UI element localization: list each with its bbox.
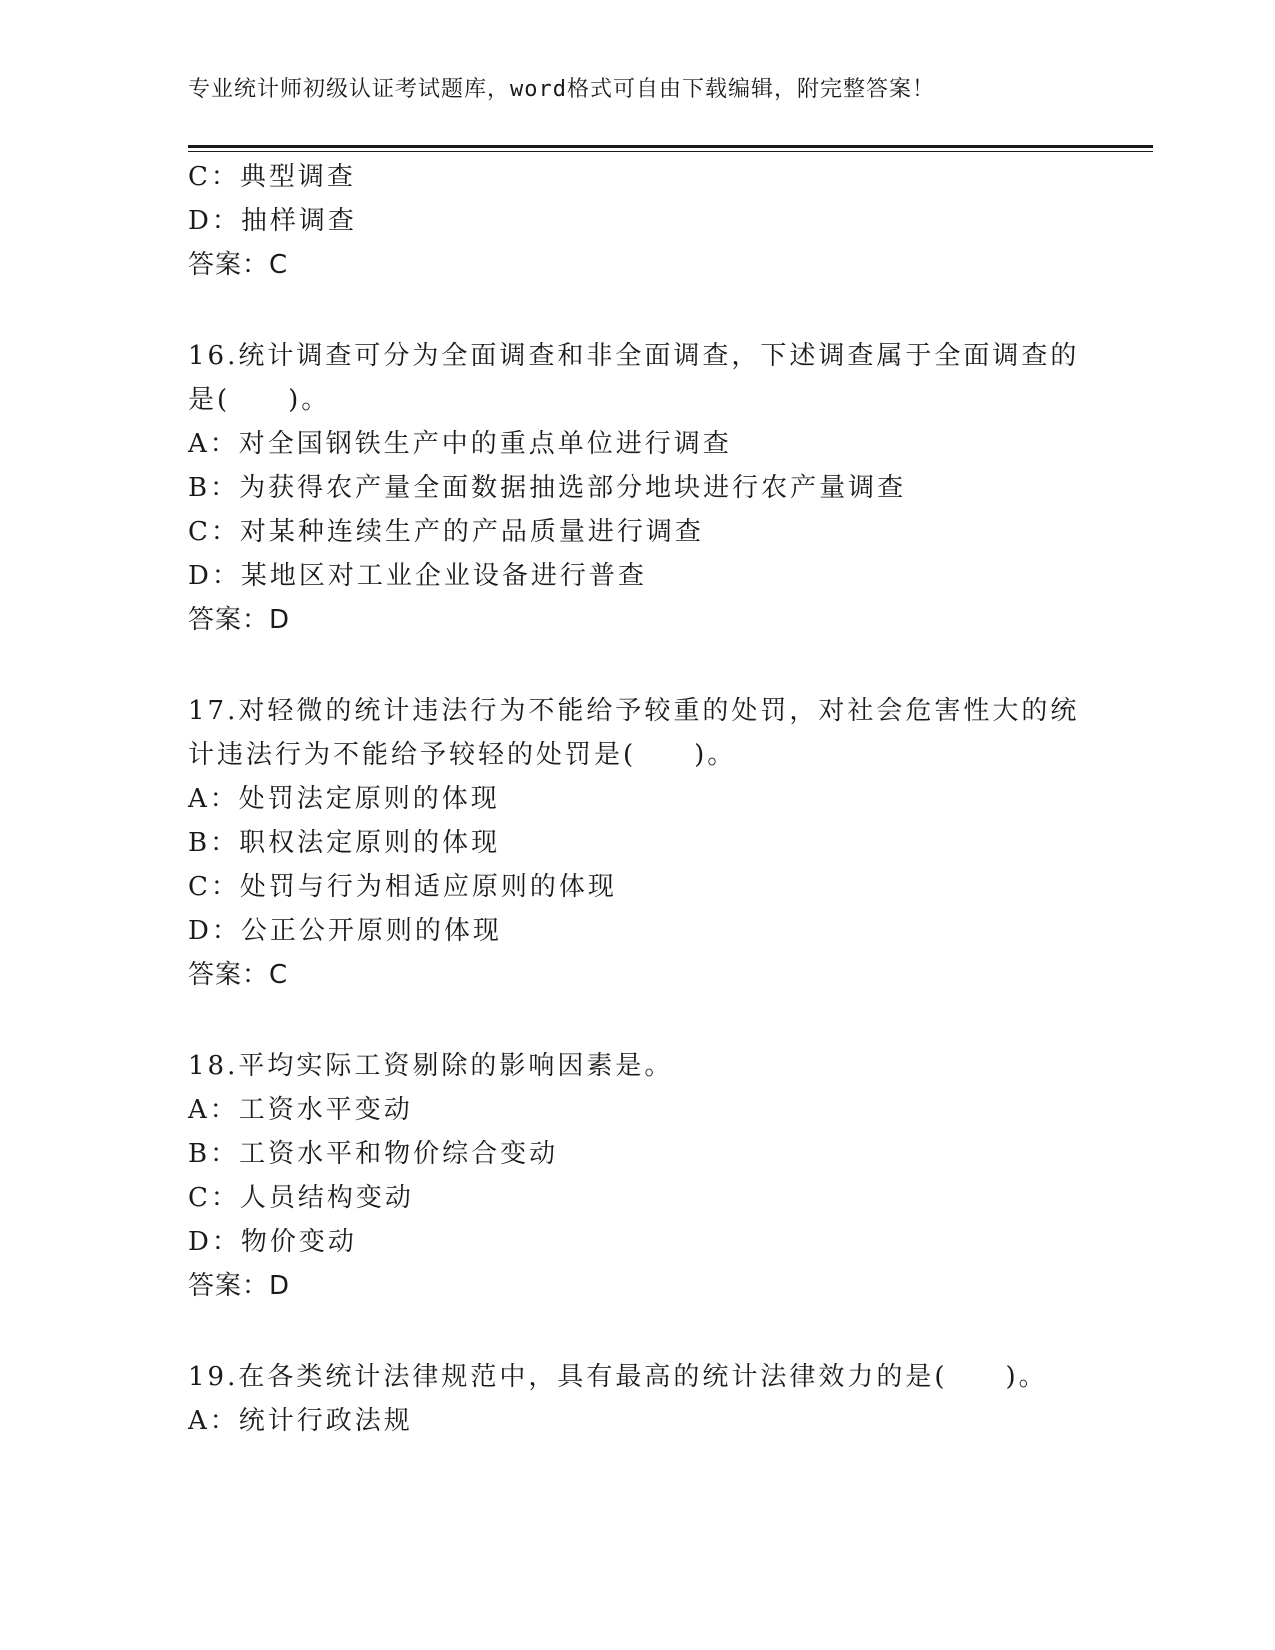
option-line: D：公正公开原则的体现: [188, 916, 502, 946]
option-line: A：工资水平变动: [188, 1095, 413, 1125]
question-text: 19.在各类统计法律规范中，具有最高的统计法律效力的是( )。: [188, 1362, 1048, 1392]
option-line: B：工资水平和物价综合变动: [188, 1139, 559, 1169]
answer-line: 答案：C: [188, 250, 289, 280]
question-text: 是( )。: [188, 385, 331, 415]
question-text: 18.平均实际工资剔除的影响因素是。: [188, 1051, 674, 1081]
header-divider-thin: [188, 151, 1153, 152]
option-line: B：职权法定原则的体现: [188, 828, 501, 858]
option-line: D：抽样调查: [188, 206, 357, 236]
header-divider: [188, 145, 1153, 148]
option-line: D：物价变动: [188, 1227, 357, 1257]
option-line: C：处罚与行为相适应原则的体现: [188, 872, 617, 902]
question-text: 计违法行为不能给予较轻的处罚是( )。: [188, 740, 737, 770]
answer-line: 答案：C: [188, 960, 289, 990]
option-line: C：人员结构变动: [188, 1183, 414, 1213]
option-line: A：处罚法定原则的体现: [188, 784, 500, 814]
option-line: C：典型调查: [188, 162, 356, 192]
question-text: 16.统计调查可分为全面调查和非全面调查，下述调查属于全面调查的: [188, 341, 1080, 371]
question-text: 17.对轻微的统计违法行为不能给予较重的处罚，对社会危害性大的统: [188, 696, 1080, 726]
option-line: C：对某种连续生产的产品质量进行调查: [188, 517, 704, 547]
answer-line: 答案：D: [188, 1271, 291, 1301]
answer-line: 答案：D: [188, 605, 291, 635]
option-line: B：为获得农产量全面数据抽选部分地块进行农产量调查: [188, 473, 907, 503]
option-line: A：对全国钢铁生产中的重点单位进行调查: [188, 429, 732, 459]
option-line: A：统计行政法规: [188, 1406, 413, 1436]
document-header: 专业统计师初级认证考试题库，word格式可自由下载编辑，附完整答案！: [188, 77, 935, 102]
option-line: D：某地区对工业企业设备进行普查: [188, 561, 647, 591]
